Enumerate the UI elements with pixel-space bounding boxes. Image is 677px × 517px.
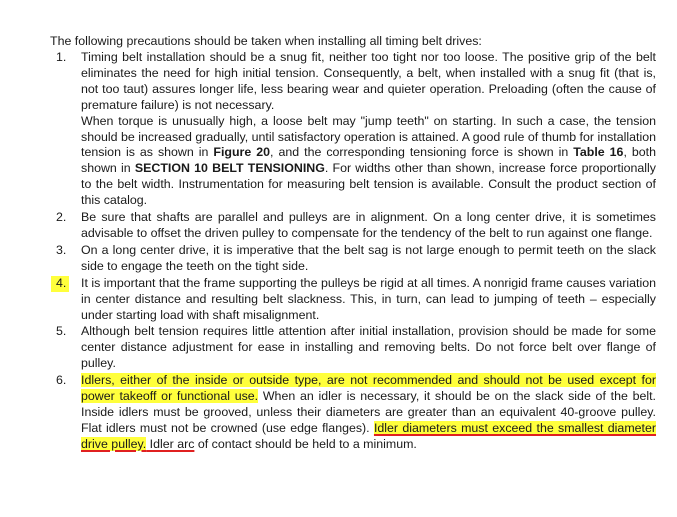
- table-reference: Table 16: [573, 145, 624, 160]
- item-paragraph: It is important that the frame supporting the pulleys be rigid at all times. A nonrigid frame causes variation in center distance and resulting belt slackness. This, in turn, can lead to jumping of teeth – especially under starting load with shaft misalignment.: [81, 275, 656, 322]
- item-number-highlighted: 4.: [51, 276, 69, 292]
- item-number: 3.: [56, 242, 67, 257]
- highlighted-underlined-text: Idler diameters must exceed the smallest diameter drive pulley.: [81, 420, 657, 451]
- item-number: 5.: [56, 324, 67, 339]
- item-paragraph: [81, 114, 656, 209]
- item-text: , and the corresponding tensioning force is shown in: [270, 145, 574, 160]
- item-paragraph: On a long center drive, it is imperative that the belt sag is not large enough to permit teeth on the slack side to engage the teeth on the tight side.: [81, 242, 656, 273]
- list-item-6: [50, 373, 660, 453]
- item-text: Timing belt installation should be a snug fit, neither too tight nor too loose. The positive grip of the belt eliminates the need for high initial tension. Consequently, a belt, when installed with a snug fit (that is, not too taut) assures longer life, less bearing wear and quieter operation. Preloading (often the cause of premature failure) is not necessary.: [81, 50, 656, 112]
- item-paragraph: [81, 50, 656, 114]
- figure-reference: Figure 20: [213, 145, 271, 160]
- precautions-list: [50, 50, 660, 454]
- intro-sentence: The following precautions should be taken when installing all timing belt drives:: [50, 34, 482, 48]
- list-item-3: [50, 243, 660, 275]
- item-text: When torque is unusually high, a loose belt may "jump teeth" on starting. In such a case, the tension should be increased gradually, until satisfactory operation is attained. A good rule of thumb for installation tension is as shown in: [81, 113, 656, 160]
- item-paragraph: Be sure that shafts are parallel and pulleys are in alignment. On a long center drive, it is sometimes advisable to offset the driven pulley to compensate for the tendency of the belt to run against one flange.: [81, 210, 656, 240]
- item-text: of contact should be held to a minimum.: [194, 436, 417, 451]
- item-number: 1.: [56, 50, 67, 64]
- item-number: 2.: [56, 210, 67, 225]
- section-reference: SECTION 10 BELT TENSIONING: [134, 161, 325, 176]
- item-paragraph: Although belt tension requires little attention after initial installation, provision should be made for some center distance adjustment for ease in installing and removing belts. Do not force belt over flange of pulley.: [81, 324, 656, 371]
- item-number: 6.: [56, 373, 67, 388]
- underlined-text: Idler arc: [146, 436, 195, 451]
- item-text: When an idler is necessary, it should be on the slack side of the belt. Inside idlers must be grooved, unless their diameters are greater than an equivalent 40-groove pulley. Flat idlers must not be crowned (use edge flanges).: [81, 389, 656, 435]
- list-item-1: [50, 50, 660, 209]
- highlighted-text: Idlers, either of the inside or outside type, are not recommended and should not be used except for power takeoff or functional use.: [81, 373, 656, 404]
- item-text: . For widths other than shown, increase force proportionally to the belt width. Instrumentation for measuring belt tension is available. Consult the product section of this catalog.: [81, 161, 657, 208]
- item-text: , both shown in: [81, 145, 656, 176]
- list-item-2: [50, 210, 660, 242]
- item-paragraph: [81, 373, 656, 453]
- list-item-5: [50, 324, 660, 372]
- list-item-4: [50, 276, 660, 324]
